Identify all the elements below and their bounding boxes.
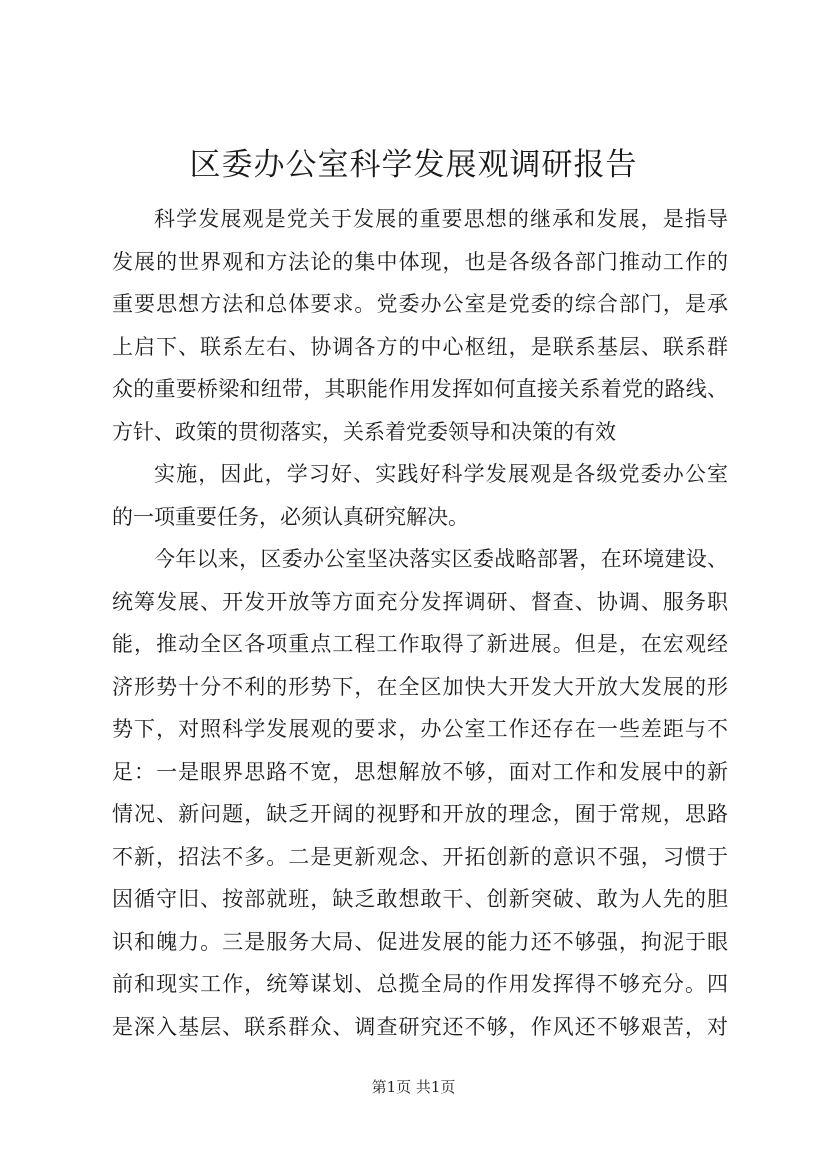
paragraph-2-line-2: 的一项重要任务，必须认真研究解决。 bbox=[112, 504, 469, 529]
paragraph-1-line-3: 重要思想方法和总体要求。党委办公室是党委的综合部门，是承 bbox=[112, 292, 728, 316]
document-body bbox=[112, 198, 728, 1048]
paragraph-3-line-9: 因循守旧、按部就班，缺乏敢想敢干、创新突破、敢为人先的胆 bbox=[112, 887, 728, 911]
paragraph-3-line-10: 识和魄力。三是服务大局、促进发展的能力还不够强，拘泥于眼 bbox=[112, 929, 728, 954]
paragraph-3-line-1: 今年以来，区委办公室坚决落实区委战略部署，在环境建设、 bbox=[154, 547, 728, 571]
paragraph-1-line-4: 上启下、联系左右、协调各方的中心枢纽，是联系基层、联系群 bbox=[112, 334, 728, 359]
paragraph-3-line-2: 统筹发展、开发开放等方面充分发挥调研、督查、协调、服务职 bbox=[112, 589, 728, 614]
paragraph-3-line-6: 足：一是眼界思路不宽，思想解放不够，面对工作和发展中的新 bbox=[112, 759, 728, 784]
paragraph-3-line-4: 济形势十分不利的形势下，在全区加快大开发大开放大发展的形 bbox=[112, 674, 728, 699]
paragraph-3-line-8: 不新，招法不多。二是更新观念、开拓创新的意识不强，习惯于 bbox=[112, 844, 728, 869]
paragraph-3-line-11: 前和现实工作，统筹谋划、总揽全局的作用发挥得不够充分。四 bbox=[112, 972, 728, 996]
page-footer: 第1页 共1页 bbox=[371, 1078, 456, 1096]
paragraph-3-line-5: 势下，对照科学发展观的要求，办公室工作还存在一些差距与不 bbox=[112, 717, 728, 741]
page-title: 区委办公室科学发展观调研报告 bbox=[189, 147, 638, 183]
paragraph-1-line-6: 方针、政策的贯彻落实，关系着党委领导和决策的有效 bbox=[112, 419, 616, 444]
paragraph-2-line-1: 实施，因此，学习好、实践好科学发展观是各级党委办公室 bbox=[154, 462, 728, 486]
paragraph-1-line-5: 众的重要桥梁和纽带，其职能作用发挥如何直接关系着党的路线、 bbox=[112, 377, 728, 401]
paragraph-1-line-2: 发展的世界观和方法论的集中体现，也是各级各部门推动工作的 bbox=[112, 249, 728, 274]
paragraph-3-line-12: 是深入基层、联系群众、调查研究还不够，作风还不够艰苦，对 bbox=[112, 1014, 728, 1039]
paragraph-3-line-7: 情况、新问题，缺乏开阔的视野和开放的理念，囿于常规，思路 bbox=[112, 802, 728, 826]
paragraph-1-line-1: 科学发展观是党关于发展的重要思想的继承和发展，是指导 bbox=[154, 207, 728, 231]
paragraph-3-line-3: 能，推动全区各项重点工程工作取得了新进展。但是，在宏观经 bbox=[112, 632, 728, 656]
